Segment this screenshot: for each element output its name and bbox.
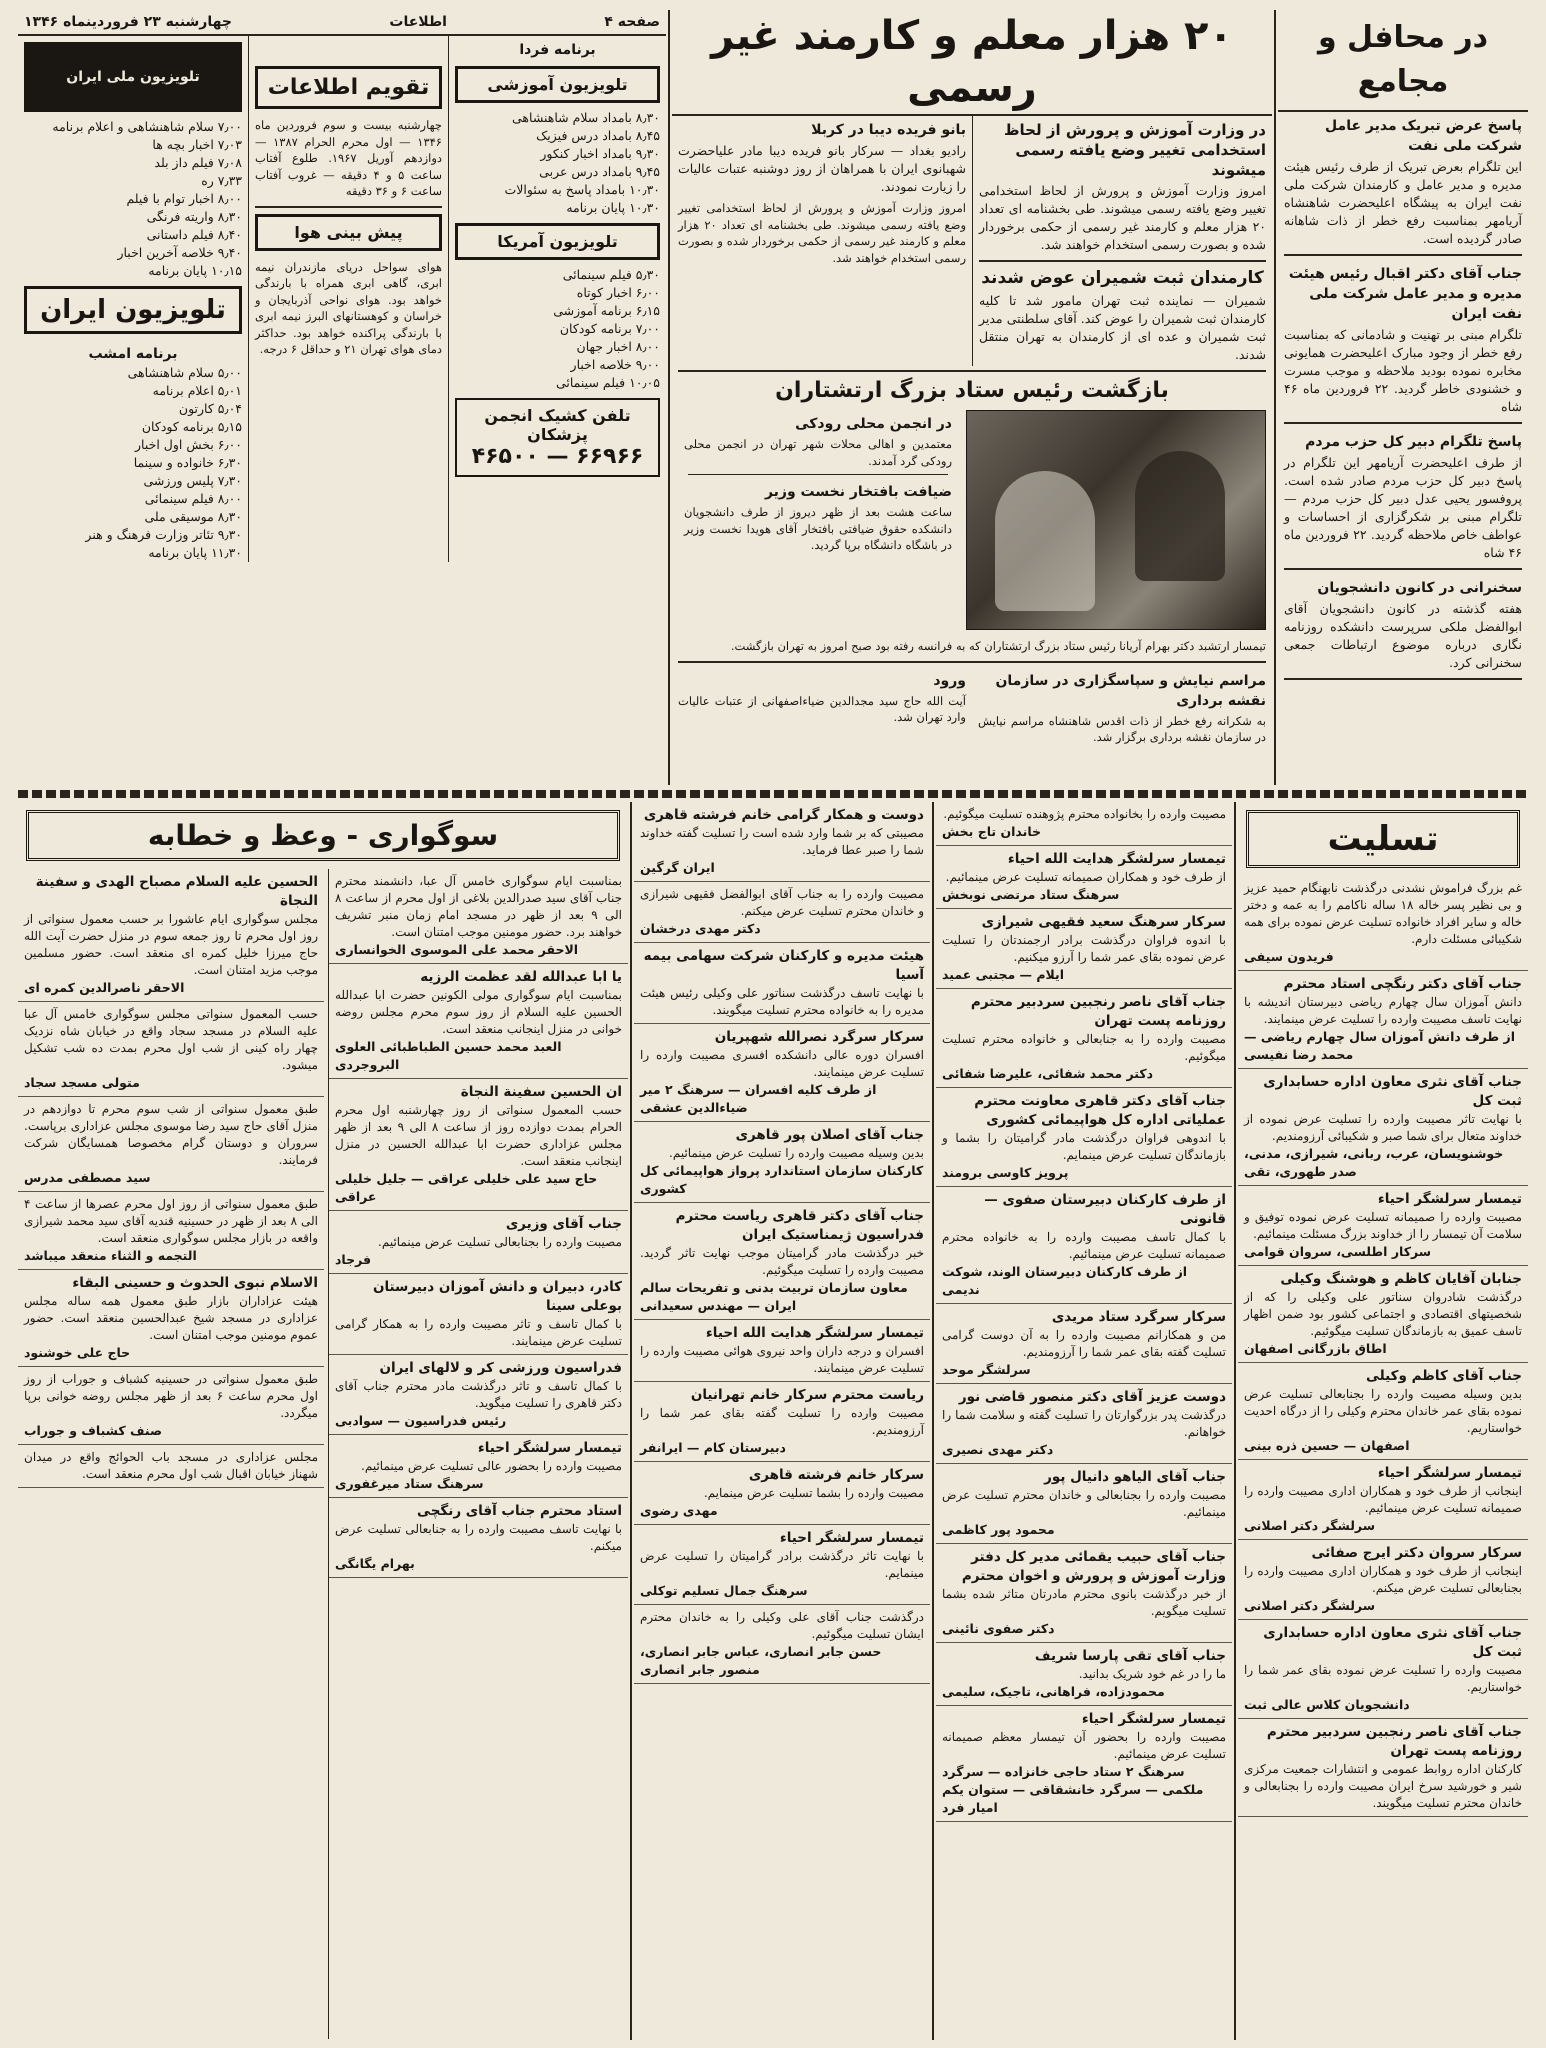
notice xyxy=(329,1435,628,1498)
notice-body: حسب المعمول سنواتی از روز چهارشنبه اول محرم الحرام بمدت دوازده روز از ساعت ۸ الی ۹ بعد از ظهر مجلس عزاداری حضرت ابا عبدالله الحسین در منزل اینجانب منعقد است. xyxy=(335,1103,623,1168)
program-line: ۷٫۰۰ برنامه کودکان xyxy=(559,321,660,336)
notice-title: کادر، دبیران و دانش آموزان دبیرستان بوعلی سینا xyxy=(372,1279,622,1314)
column-rule xyxy=(932,802,934,2040)
program-line: ۸٫۳۰ واریته فرنگی xyxy=(146,209,242,224)
notice-body: مصیبت وارده را بحضور عالی تسلیت عرض مینمائیم. xyxy=(361,1459,622,1473)
notice-sign: از طرف دانش آموزان سال چهارم ریاضی — محمد رضا نفیسی xyxy=(1244,1029,1516,1062)
notice xyxy=(329,964,628,1079)
notice xyxy=(936,1464,1232,1544)
column-rule xyxy=(668,10,670,785)
notice-body: هیئت عزاداران بازار طبق معمول همه ساله مجلس عزاداری در مسجد شیخ عبدالحسین منعقد است. حضور عموم مومنین موجب امتنان است. xyxy=(24,1294,318,1342)
notice-sign: خوشنویسان، عرب، ربانی، شیرازی، مدنی، صدر طهوری، تقی xyxy=(1244,1146,1504,1179)
notice-body: مصیبت وارده را صمیمانه تسلیت عرض نموده توفیق و سلامت آن تیمسار را از خداوند بزرگ مسئلت مینمائیم. xyxy=(1244,1210,1522,1241)
program-line: ۶٫۰۰ اخبار کوتاه xyxy=(576,285,660,300)
gathering-body: از طرف اعلیحضرت آریامهر این تلگرام در پاسخ دبیر کل حزب مردم صادر شده است. پروفسور یحیی عدل دبیر کل حزب مردم — تلگرام مبنی بر شکرگزاری از احساسات و عواطف خاص ملاحظه گردید. ۲۲ فروردین ماه ۴۶ شاه xyxy=(1284,455,1522,560)
issue-date: چهارشنبه ۲۳ فروردینماه ۱۳۴۶ xyxy=(24,14,232,30)
notice-title: ان الحسین سفینة النجاة xyxy=(460,1084,622,1100)
notice xyxy=(1238,971,1528,1069)
column-rule xyxy=(1274,10,1276,785)
notice xyxy=(1238,1620,1528,1719)
notice xyxy=(936,1088,1232,1187)
gathering-body: تلگرام مبنی بر تهنیت و شادمانی که بمناسبت رفع خطر از وجود مبارک اعلیحضرت همایونی مخابره نموده بودید ملاحظه و موجب مسرت و خشنودی خاطر گردید. ۲۲ فروردین ماه ۴۶ شاه xyxy=(1284,327,1522,414)
notice xyxy=(1238,1069,1528,1186)
notice-body: با کمال تاسف و تاثر مصیبت وارده را به همکار گرامی تسلیت عرض مینمایند. xyxy=(335,1317,622,1348)
condolence-column xyxy=(936,802,1232,2040)
notice-sign: حسن جابر انصاری، عباس جابر انصاری، منصور جابر انصاری xyxy=(640,1644,882,1677)
notice-sign: از طرف کلیه افسران — سرهنگ ۲ میر ضیاءالدین عشقی xyxy=(640,1082,877,1115)
notice-body: مجلس عزاداری در مسجد باب الحوائج واقع در میدان شهناز خیابان اقبال شب اول محرم منعقد است. xyxy=(24,1450,318,1481)
story-body: رادیو بغداد — سرکار بانو فریده دیبا مادر علیاحضرت شهبانوی ایران با همراهان از روز دوشنبه عتبات عالیات را زیارت نمودند. xyxy=(678,143,966,194)
photo-caption: تیمسار ارتشبد دکتر بهرام آریانا رئیس ستاد بزرگ ارتشتاران که به فرانسه رفته بود صبح امروز به تهران بازگشت. xyxy=(730,639,1266,653)
notice xyxy=(329,1274,628,1355)
notice-title: دوست عزیز آقای دکتر منصور قاضی نور xyxy=(958,1389,1226,1405)
notice-body: بمناسبت ایام سوگواری مولی الکونین حضرت ابا عبدالله الحسین علیه السلام از روز سوم محرم مجلس روضه خوانی در منزل اینجانب منعقد است. xyxy=(335,988,622,1036)
notice-list xyxy=(329,869,628,1578)
program-line: ۱۰٫۳۰ پایان برنامه xyxy=(566,200,660,215)
phone-ad xyxy=(455,398,660,477)
page-label: صفحه ۴ xyxy=(604,14,660,30)
notice-title: جناب آقای الیاهو دانیال پور xyxy=(1044,1469,1226,1485)
notice-title: جناب آقای اصلان پور قاهری xyxy=(735,1127,924,1143)
gathering-body: این تلگرام بعرض تبریک از طرف رئیس هیئت مدیره و مدیر عامل و کارمندان شرکت ملی نفت ایران به پیشگاه اعلیحضرت شاهنشاه آریامهر بمناسبت رفع خطر از ذات شاهانه صادر گردیده است. xyxy=(1284,159,1522,246)
story-body: ساعت هشت بعد از ظهر دیروز از طرف دانشجویان دانشکده حقوق ضیافتی بافتخار آقای هویدا نخست وزیر در باشگاه دانشگاه برپا گردید. xyxy=(684,505,952,552)
notice xyxy=(329,869,628,964)
program-line: ۸٫۰۰ اخبار جهان xyxy=(576,339,660,354)
weather-body: هوای سواحل دریای مازندران نیمه ابری، گاهی ابری همراه با بارندگی خواهد بود. هوای نواحی آذربایجان و خراسان و کوهستانهای البرز نیمه ابری با بارندگی پراکنده خواهد بود. حداکثر دمای هوای تهران ۲۱ و حداقل ۶ درجه. xyxy=(255,259,442,356)
notice-body: با اندوه فراوان درگذشت برادر ارجمندتان را تسلیت عرض نموده بقای عمر شما را آرزو میکنیم. xyxy=(942,933,1226,964)
story-title: کارمندان ثبت شمیران عوض شدند xyxy=(981,268,1264,288)
story-body: معتمدین و اهالی محلات شهر تهران در انجمن محلی رودکی گرد آمدند. xyxy=(684,437,952,468)
gathering-title: سخنرانی در کانون دانشجویان xyxy=(1317,580,1522,596)
notice-title: تیمسار سرلشگر احیاء xyxy=(477,1440,622,1456)
notice-sign: ایلام — مجتبی عمید xyxy=(942,967,1065,982)
notice xyxy=(634,1462,930,1525)
condolence-banner: تسلیت xyxy=(1246,810,1520,868)
notice-body: اینجانب از طرف خود و همکاران اداری مصیبت وارده را بجنابعالی تسلیت عرض میکنم. xyxy=(1244,1564,1522,1595)
program-line: ۱۱٫۳۰ پایان برنامه xyxy=(148,545,242,560)
notice-body: افسران و درجه داران واحد نیروی هوائی مصیبت وارده را تسلیت عرض مینمایند. xyxy=(640,1344,924,1375)
notice-sign: بهرام یگانگی xyxy=(335,1556,415,1571)
notice-sign: اطاق بازرگانی اصفهان xyxy=(1244,1341,1387,1356)
notice-sign: سید مصطفی مدرس xyxy=(24,1170,151,1185)
notice xyxy=(1238,1363,1528,1460)
program-line: ۵٫۰۴ کارتون xyxy=(178,401,242,416)
notice-body: طبق معمول سنواتی از روز اول محرم عصرها از ساعت ۴ الی ۸ بعد از ظهر در حسینیه قندیه آقای سید محمد شیرازی واقعه در بازار مجلس سوگواری منعقد است. xyxy=(24,1197,319,1245)
notice xyxy=(329,1211,628,1274)
notice-sign: الاحقر ناصرالدین کمره ای xyxy=(24,980,185,995)
notice-title: جنابان آقایان کاظم و هوشنگ وکیلی xyxy=(1280,1271,1522,1287)
notice-body: ما را در غم خود شریک بدانید. xyxy=(1078,1667,1226,1681)
program-line: ۷٫۰۳ اخبار بچه ها xyxy=(152,137,242,152)
notice xyxy=(634,1203,930,1320)
program-line: ۹٫۳۰ تئاتر وزارت فرهنگ و هنر xyxy=(85,527,242,542)
bottom-section xyxy=(18,802,1528,2040)
notice-sign: دبیرستان کام — ایرانفر xyxy=(640,1440,786,1455)
notice xyxy=(1238,876,1528,971)
program-line: ۱۰٫۰۵ فیلم سینمائی xyxy=(555,375,660,390)
column-rule xyxy=(630,802,632,2040)
notice-title: تیمسار سرلشگر احیاء xyxy=(1377,1191,1522,1207)
notice-sign: سرهنگ ستاد مرتضی نوبخش xyxy=(942,887,1120,902)
notice-title: تیمسار سرلشگر احیاء xyxy=(1081,1711,1226,1727)
notice-body: با نهایت تاثر درگذشت برادر گرامیتان را تسلیت عرض مینمایم. xyxy=(640,1549,924,1580)
story-title: بانو فریده دیبا در کربلا xyxy=(811,122,966,138)
calendar-body: چهارشنبه بیست و سوم فروردین ماه ۱۳۴۶ — اول محرم الحرام ۱۳۸۷ — دوازدهم آوریل ۱۹۶۷. طلوع آفتاب ساعت ۵ و ۴ دقیقه — غروب آفتاب ساعت ۶ و ۳۶ دقیقه xyxy=(255,118,442,198)
notice-body: مصیبت وارده را تسلیت عرض نموده بقای عمر شما را خواستاریم. xyxy=(1244,1663,1522,1694)
program-line: ۶٫۰۰ بخش اول اخبار xyxy=(134,437,242,452)
notice xyxy=(18,1445,324,1488)
notice-body: من و همکارانم مصیبت وارده را به آن دوست گرامی تسلیت گفته بقای عمر شما را آرزومندیم. xyxy=(942,1328,1226,1359)
notice-title: جناب آقای ناصر رنجبین سردبیر محترم روزنامه پست تهران xyxy=(1266,1724,1522,1759)
notice-sign: دانشجویان کلاس عالی ثبت xyxy=(1244,1697,1410,1712)
notice-title: جناب آقای دکتر قاهری معاونت محترم عملیاتی اداره کل هواپیمائی کشوری xyxy=(974,1093,1226,1128)
notice xyxy=(936,1643,1232,1706)
notice-body: اینجانب از طرف خود و همکاران اداری مصیبت وارده را صمیمانه تسلیت عرض مینمائیم. xyxy=(1244,1484,1522,1515)
notice-body: مصیبت وارده را تسلیت گفته بقای عمر شما را آرزومندیم. xyxy=(640,1406,924,1437)
notice-list xyxy=(18,869,324,1488)
ad-title: تلفن کشیک انجمن پزشکان xyxy=(484,406,631,444)
notice-sign: دکتر محمد شفائی، علیرضا شفائی xyxy=(942,1066,1154,1081)
story-title: در انجمن محلی رودکی xyxy=(795,416,952,432)
main-lead: امروز وزارت آموزش و پرورش از لحاظ استخدامی تغییر وضع یافته رسمی میشوند. طی بخشنامه ای تعداد ۲۰ هزار معلم و کارمند غیر رسمی از حکمی برخوردار شده و بصورت رسمی استخدام خواهند شد. xyxy=(979,183,1266,252)
notice-body: مصیبت وارده را به جناب آقای ابوالفضل فقیهی شیرازی و خاندان محترم تسلیت عرض میکنم. xyxy=(640,887,924,918)
program-line: ۹٫۴۵ بامداد درس عربی xyxy=(539,164,660,179)
notice-body: با نهایت تاثر مصیبت وارده را تسلیت عرض نموده از خداوند متعال برای شما صبر و شکیبائی آرزومندیم. xyxy=(1244,1112,1522,1143)
program-line: ۵٫۳۰ فیلم سینمائی xyxy=(562,267,660,282)
column-programs xyxy=(18,10,666,785)
notice-title: الاسلام نبوی الحدوث و حسینی البقاء xyxy=(72,1275,318,1291)
notice-sign: سرهنگ ستاد میرغفوری xyxy=(335,1476,484,1491)
notice-title: دوست و همکار گرامی خانم فرشته قاهری xyxy=(643,807,924,823)
notice-title: جناب آقای وزیری xyxy=(505,1216,622,1232)
notice-body: مصیبت وارده را بجنابعالی و خاندان محترم تسلیت عرض مینمائیم. xyxy=(942,1488,1226,1519)
notice-sign: پرویز کاوسی برومند xyxy=(942,1165,1069,1180)
notice-title: تیمسار سرلشگر هدایت الله احیاء xyxy=(1007,851,1226,867)
paper-name: اطلاعات xyxy=(389,14,447,30)
program-heading: برنامه امشب xyxy=(88,346,178,362)
notice xyxy=(936,1544,1232,1643)
notice-body: کارکنان اداره روابط عمومی و انتشارات جمعیت مرکزی شیر و خورشید سرخ ایران مصیبت وارده را بجنابعالی و خاندان محترم تسلیت میگویند. xyxy=(1244,1762,1522,1810)
notice xyxy=(634,943,930,1024)
notice-title: سرکار سروان دکتر ایرج صفائی xyxy=(1311,1545,1522,1561)
weather-logo: پیش بینی هوا xyxy=(255,214,442,251)
notice-title: جناب آقای دکتر رنگچی استاد محترم xyxy=(1283,976,1522,992)
notice-title: الحسین علیه السلام مصباح الهدی و سفینة النجاة xyxy=(35,874,318,909)
notice xyxy=(634,1122,930,1203)
program-line: ۵٫۰۱ اعلام برنامه xyxy=(152,383,242,398)
notice-title: از طرف کارکنان دبیرستان صفوی — قانونی xyxy=(984,1192,1226,1227)
notice-sign: سرلشگر موحد xyxy=(942,1362,1031,1377)
notice xyxy=(634,1024,930,1122)
notice xyxy=(936,802,1232,846)
notice-sign: کارکنان سازمان استاندارد پرواز هواپیمائی کل کشوری xyxy=(640,1163,924,1196)
notice xyxy=(329,1355,628,1435)
gatherings-list xyxy=(1278,112,1528,680)
notice xyxy=(1238,1460,1528,1540)
notice xyxy=(18,1097,324,1192)
notice-sign: معاون سازمان تربیت بدنی و تفریحات سالم ایران — مهندس سعیدانی xyxy=(640,1280,908,1313)
notice-body: افسران دوره عالی دانشکده افسری مصیبت وارده را تسلیت عرض مینمایند. xyxy=(640,1048,924,1079)
notice-list xyxy=(634,802,930,1684)
notice-sign: دکتر مهدی نصیری xyxy=(942,1442,1054,1457)
notice-body: با نهایت تاسف مصیبت وارده را به جنابعالی تسلیت عرض میکنم. xyxy=(335,1522,622,1553)
notice-title: سرکار خانم فرشته قاهری xyxy=(748,1467,924,1483)
notice xyxy=(634,802,930,882)
notice xyxy=(936,989,1232,1088)
notice-body: با کمال تاسف مصیبت وارده را به خانواده محترم صمیمانه تسلیت عرض مینمائیم. xyxy=(942,1230,1226,1261)
program-line: ۸٫۴۰ فیلم داستانی xyxy=(146,227,242,242)
notice xyxy=(936,1384,1232,1464)
story-body: شمیران — نماینده ثبت تهران مامور شد تا کلیه کارمندان ثبت شمیران را عوض کند. آقای سلطنتی مدیر ثبت شمیران و عده ای از کارمندان به تهران منتقل شدند. xyxy=(979,293,1266,362)
notice-title: تیمسار سرلشگر احیاء xyxy=(1377,1465,1522,1481)
notice-body: مصیبت وارده را بحضور آن تیمسار معظم صمیمانه تسلیت عرض مینمائیم. xyxy=(942,1730,1226,1761)
notice-title: جناب آقای نثری معاون اداره حسابداری ثبت کل xyxy=(1263,1625,1522,1660)
story-title: ضیافت بافتخار نخست وزیر xyxy=(764,484,952,500)
notice-body: از طرف خود و همکاران صمیمانه تسلیت عرض مینمائیم. xyxy=(945,870,1226,884)
main-subhead: در وزارت آموزش و پرورش از لحاظ استخدامی تغییر وضع یافته رسمی میشوند xyxy=(1003,121,1266,179)
notice-title: جناب آقای نثری معاون اداره حسابداری ثبت کل xyxy=(1263,1074,1522,1109)
notice-body: مصیبت وارده را بخانواده محترم پژوهنده تسلیت میگوئیم. xyxy=(943,807,1226,821)
notice xyxy=(1238,1719,1528,1817)
notice-sign: الاحقر محمد علی الموسوی الخوانساری xyxy=(335,942,579,957)
notice-title: جناب آقای دکتر قاهری ریاست محترم فدراسیون ژیمناستیک ایران xyxy=(675,1208,924,1243)
program-list xyxy=(18,118,248,280)
notice-title: ریاست محترم سرکار خانم تهرانیان xyxy=(690,1387,924,1403)
notice-title: هیئت مدیره و کارکنان شرکت سهامی بیمه آسیا xyxy=(643,948,924,983)
story-title: بازگشت رئیس ستاد بزرگ ارتشتاران xyxy=(775,378,1169,403)
national-tv-logo: تلویزیون ملی ایران xyxy=(24,42,242,112)
notice-body: حسب المعمول سنواتی مجلس سوگواری خامس آل عبا علیه السلام در مسجد سجاد واقع در خیابان شاه نزدیک چهار راه کینی از شب اول محرم بمدت ده شب تشکیل میشود. xyxy=(24,1007,318,1072)
notice-body: با اندوهی فراوان درگذشت مادر گرامیتان را بشما و بازماندگان تسلیت عرض مینمایم. xyxy=(942,1131,1226,1162)
notice-sign: سرکار اطلسی، سروان قوامی xyxy=(1244,1244,1432,1259)
program-line: ۸٫۰۰ اخبار توام با فیلم xyxy=(126,191,242,206)
program-line: ۱۰٫۱۵ پایان برنامه xyxy=(148,263,242,278)
column-rule xyxy=(1234,802,1236,2040)
notice-body: مصیبتی که بر شما وارد شده است را تسلیت گفته خداوند شما را صبر عطا فرماید. xyxy=(640,826,924,857)
program-line: ۷٫۰۰ سلام شاهنشاهی و اعلام برنامه xyxy=(52,119,242,134)
program-line: ۷٫۰۸ فیلم داز بلد xyxy=(154,155,242,170)
notice-body: بدین وسیله مصیبت وارده را بجنابعالی تسلیت عرض نموده بقای عمر خاندان محترم وکیلی را از درگاه احدیت خواستاریم. xyxy=(1244,1387,1522,1435)
notice-body: غم بزرگ فراموش نشدنی درگذشت نابهنگام حمید عزیز و بی نظیر پسر خاله ۱۸ ساله ناکامم را به عمه و دختر خاله و سایر افراد خانواده تسلیت عرض نموده برای همه شکیبائی مسئلت دارم. xyxy=(1244,881,1523,946)
program-list xyxy=(18,364,248,562)
section-divider xyxy=(18,790,1528,798)
gathering-title: پاسخ عرض تبریک مدیر عامل شرکت ملی نفت xyxy=(1325,118,1522,154)
program-line: ۱۰٫۳۰ بامداد پاسخ به سئوالات xyxy=(504,182,660,197)
ad-phone: ۶۶۹۶۶ — ۴۶۵۰۰ xyxy=(471,444,644,469)
notice-body: بمناسبت ایام سوگواری خامس آل عبا، دانشمند محترم جناب آقای سید صدرالدین بلاغی از اول محرم از ساعت ۸ الی ۹ بعد از ظهر در مسجد امام زمان منبر تشریف خواهند برد. حضور مومنین موجب امتنان است. xyxy=(335,874,622,939)
notice-title: جناب آقای حبیب یقمائی مدیر کل دفتر وزارت آموزش و پرورش و اخوان محترم xyxy=(961,1549,1226,1584)
notice-title: تیمسار سرلشگر هدایت الله احیاء xyxy=(705,1325,924,1341)
notice-sign: محمود پور کاظمی xyxy=(942,1522,1055,1537)
notice-title: جناب آقای کاظم وکیلی xyxy=(1365,1368,1522,1384)
notice xyxy=(1238,1186,1528,1266)
top-section xyxy=(18,10,1528,785)
main-headline: ۲۰ هزار معلم و کارمند غیر رسمی xyxy=(672,10,1272,116)
notice-sign: دکتر صفوی نائینی xyxy=(942,1621,1055,1636)
notice-title: سرکار سرهنگ سعید فقیهی شیرازی xyxy=(981,914,1226,930)
notice-sign: سرهنگ جمال تسلیم توکلی xyxy=(640,1583,808,1598)
notice-sign: حاج سید علی خلیلی عراقی — جلیل خلیلی عراقی xyxy=(335,1171,598,1204)
newspaper-page xyxy=(18,10,1528,2040)
notice-sign: سرلشگر دکتر اصلانی xyxy=(1244,1518,1375,1533)
notice xyxy=(18,1192,324,1270)
notice-title: سرکار سرگرد نصرالله شهپریان xyxy=(714,1029,924,1045)
notice-list xyxy=(936,802,1232,1822)
notice-sign: اصفهان — حسین ذره بینی xyxy=(1244,1438,1410,1453)
notice-body: با کمال تاسف و تاثر درگذشت مادر محترم جناب آقای دکتر قاهری را تسلیت میگوید. xyxy=(335,1379,622,1410)
program-line: ۶٫۳۰ خانواده و سینما xyxy=(133,455,242,470)
mourning-banner: سوگواری - وعظ و خطابه xyxy=(26,810,620,861)
notice xyxy=(329,1498,628,1578)
condolence-column xyxy=(1238,802,1528,2040)
notice xyxy=(18,869,324,1002)
mourning-section xyxy=(18,802,628,2040)
notice-sign: العبد محمد حسین الطباطبائی العلوی البروجردی xyxy=(335,1039,562,1072)
notice-sign: خاندان تاج بخش xyxy=(942,824,1042,839)
program-line: ۹٫۴۰ خلاصه آخرین اخبار xyxy=(117,245,242,260)
notice xyxy=(18,1367,324,1445)
notice xyxy=(634,1605,930,1684)
notice-body: دانش آموزان سال چهارم ریاضی دبیرستان اندیشه با نهایت تاسف مصیبت وارده را تسلیت عرض مینمایند. xyxy=(1244,995,1522,1026)
notice xyxy=(936,846,1232,909)
gathering-title: جناب آقای دکتر اقبال رئیس هیئت مدیره و مدیر عامل شرکت ملی نفت ایران xyxy=(1288,266,1522,322)
notice-body: خبر درگذشت مادر گرامیتان موجب نهایت تاثر گردید. مصیبت وارده را تسلیت میگوئیم. xyxy=(640,1246,924,1277)
masthead-strip xyxy=(18,10,666,36)
notice xyxy=(634,1320,930,1382)
notice-sign: سرلشگر دکتر اصلانی xyxy=(1244,1598,1375,1613)
notice-body: با نهایت تاسف درگذشت سناتور علی وکیلی رئیس هیئت مدیره را به خانواده محترم تسلیت میگویند. xyxy=(640,986,924,1017)
news-photo xyxy=(966,410,1266,630)
notice xyxy=(634,1525,930,1605)
story-title: مراسم نیایش و سپاسگزاری در سازمان نقشه برداری xyxy=(995,672,1266,709)
notice xyxy=(634,882,930,943)
column-heading: در محافل و مجامع xyxy=(1278,10,1528,112)
program-line: ۵٫۰۰ سلام شاهنشاهی xyxy=(127,365,242,380)
column-gatherings xyxy=(1278,10,1528,785)
story-body: امروز وزارت آموزش و پرورش از لحاظ استخدامی تغییر وضع یافته رسمی میشوند. طی بخشنامه ای تعداد ۲۰ هزار معلم و کارمند غیر رسمی از حکمی برخوردار شده و بصورت رسمی استخدام خواهند شد. xyxy=(678,201,966,265)
program-line: ۸٫۴۵ بامداد درس فیزیک xyxy=(536,128,660,143)
notice-title: یا ابا عبدالله لقد عظمت الرزیه xyxy=(420,969,622,985)
notice-sign: صنف کشباف و جوراب xyxy=(24,1423,163,1438)
iran-tv-logo: تلویزیون ایران xyxy=(24,286,242,334)
notice-title: جناب آقای تقی پارسا شریف xyxy=(1034,1648,1226,1664)
program-line: ۵٫۱۵ برنامه کودکان xyxy=(141,419,242,434)
program-line: ۸٫۳۰ موسیقی ملی xyxy=(144,509,242,524)
notice xyxy=(329,1079,628,1211)
educational-tv-logo: تلویزیون آموزشی xyxy=(455,66,660,103)
program-line: ۹٫۰۰ خلاصه اخبار xyxy=(570,357,660,372)
notice xyxy=(936,1187,1232,1304)
column-main-news xyxy=(672,10,1272,785)
notice-title: استاد محترم جناب آقای رنگچی xyxy=(417,1503,622,1519)
notice-sign: فریدون سیفی xyxy=(1244,949,1334,964)
program-line: ۶٫۱۵ برنامه آموزشی xyxy=(553,303,660,318)
program-line: ۹٫۳۰ بامداد اخبار کنکور xyxy=(540,146,660,161)
notice xyxy=(18,1002,324,1097)
program-line: ۸٫۰۰ فیلم سینمائی xyxy=(144,491,242,506)
program-list xyxy=(449,266,666,392)
story-body: آیت الله حاج سید مجدالدین ضیاءاصفهانی از عتبات عالیات وارد تهران شد. xyxy=(678,693,966,724)
notice xyxy=(18,1270,324,1367)
notice xyxy=(1238,1540,1528,1620)
notice-title: فدراسیون ورزشی کر و لالهای ایران xyxy=(379,1360,622,1376)
calendar-logo: تقویم اطلاعات xyxy=(255,66,442,109)
program-line: ۷٫۳۳ ره xyxy=(201,173,242,188)
notice-body: مجلس سوگواری ایام عاشورا بر حسب معمول سنواتی از روز اول محرم تا روز جمعه سوم در منزل حضرت آیت الله حاج میرزا خلیل کمره ای منعقد است. حضور مسلمین موجب مزید امتنان است. xyxy=(24,912,318,977)
notice-title: جناب آقای ناصر رنجبین سردبیر محترم روزنامه پست تهران xyxy=(970,994,1226,1029)
notice-body: طبق معمول سنواتی در حسینیه کشباف و جوراب از روز اول محرم ساعت ۶ بعد از ظهر مجلس روضه خوانی برپا میگردد. xyxy=(24,1372,319,1420)
notice xyxy=(936,909,1232,989)
condolence-column xyxy=(634,802,930,2040)
program-line: ۸٫۳۰ بامداد سلام شاهنشاهی xyxy=(512,110,660,125)
notice-body: مصیبت وارده را بشما تسلیت عرض مینمایم. xyxy=(703,1486,924,1500)
notice-body: از خبر درگذشت بانوی محترم مادرتان متاثر شده بشما تسلیت میگویم. xyxy=(942,1587,1226,1618)
notice xyxy=(1238,1266,1528,1363)
notice-sign: ایران گرگین xyxy=(640,860,715,875)
notice-sign: سرهنگ ۲ ستاد حاجی خانزاده — سرگرد ملکمی — سرگرد خانشقاقی — ستوان یکم امیار فرد xyxy=(942,1764,1204,1815)
american-tv-logo: تلویزیون آمریکا xyxy=(455,223,660,260)
notice-body: بدین وسیله مصیبت وارده را تسلیت عرض مینمائیم. xyxy=(669,1146,924,1160)
notice-body: مصیبت وارده را بجنابعالی تسلیت عرض مینمائیم. xyxy=(378,1235,622,1249)
notice-sign: متولی مسجد سجاد xyxy=(24,1075,140,1090)
notice-sign: رئیس فدراسیون — سوادبی xyxy=(335,1413,507,1428)
notice-body: درگذشت شادروان سناتور علی وکیلی را که از شخصیتهای اقتصادی و اجتماعی کشور بود ضمن اظهار تاسف عمیق به بازماندگان تسلیت میگوئیم. xyxy=(1244,1290,1522,1338)
notice xyxy=(634,1382,930,1462)
notice-sign: فرجاد xyxy=(335,1252,372,1267)
notice-title: تیمسار سرلشگر احیاء xyxy=(779,1530,924,1546)
program-list xyxy=(449,109,666,217)
notice-sign: محمودزاده، فراهانی، تاجیک، سلیمی xyxy=(942,1684,1165,1699)
gathering-body: هفته گذشته در کانون دانشجویان آقای ابوالفضل ملکی سرپرست دانشکده روزنامه نگاری درباره موضوع ارتباطات جمعی سخنرانی کرد. xyxy=(1284,601,1522,670)
gathering-title: پاسخ تلگرام دبیر کل حزب مردم xyxy=(1305,434,1522,450)
notice-sign: مهدی رضوی xyxy=(640,1503,718,1518)
story-title: ورود xyxy=(933,672,966,689)
program-heading: برنامه فردا xyxy=(519,42,596,58)
notice-sign: التجمه و الثناء منعقد میباشد xyxy=(24,1248,197,1263)
story-body: به شکرانه رفع خطر از ذات اقدس شاهنشاه مراسم نیایش در سازمان نقشه برداری برگزار شد. xyxy=(978,713,1266,744)
notice-body: درگذشت جناب آقای علی وکیلی را به خاندان محترم ایشان تسلیت میگوئیم. xyxy=(640,1610,924,1641)
notice-sign: از طرف کارکنان دبیرستان الوند، شوکت ندیمی xyxy=(942,1264,1188,1297)
notice-sign: دکتر مهدی درخشان xyxy=(640,921,761,936)
notice xyxy=(936,1304,1232,1384)
notice-body: طبق معمول سنواتی از شب سوم محرم تا دوازدهم در منزل آقای حاج سید رضا موسوی مجلس عزاداری برپاست. سروران و دوستان گرام مخصوصا همسایگان شرکت فرمایند. xyxy=(24,1102,318,1167)
notice-sign: حاج علی خوشنود xyxy=(24,1345,131,1360)
notice xyxy=(936,1706,1232,1822)
program-line: ۷٫۳۰ پلیس ورزشی xyxy=(143,473,242,488)
notice-body: درگذشت پدر بزرگوارتان را تسلیت گفته و سلامت شما را خواهانم. xyxy=(942,1408,1226,1439)
notice-list xyxy=(1238,876,1528,1817)
notice-title: سرکار سرگرد ستاد مریدی xyxy=(1051,1309,1226,1325)
notice-body: مصیبت وارده را به جنابعالی و خانواده محترم تسلیت میگوئیم. xyxy=(942,1032,1226,1063)
